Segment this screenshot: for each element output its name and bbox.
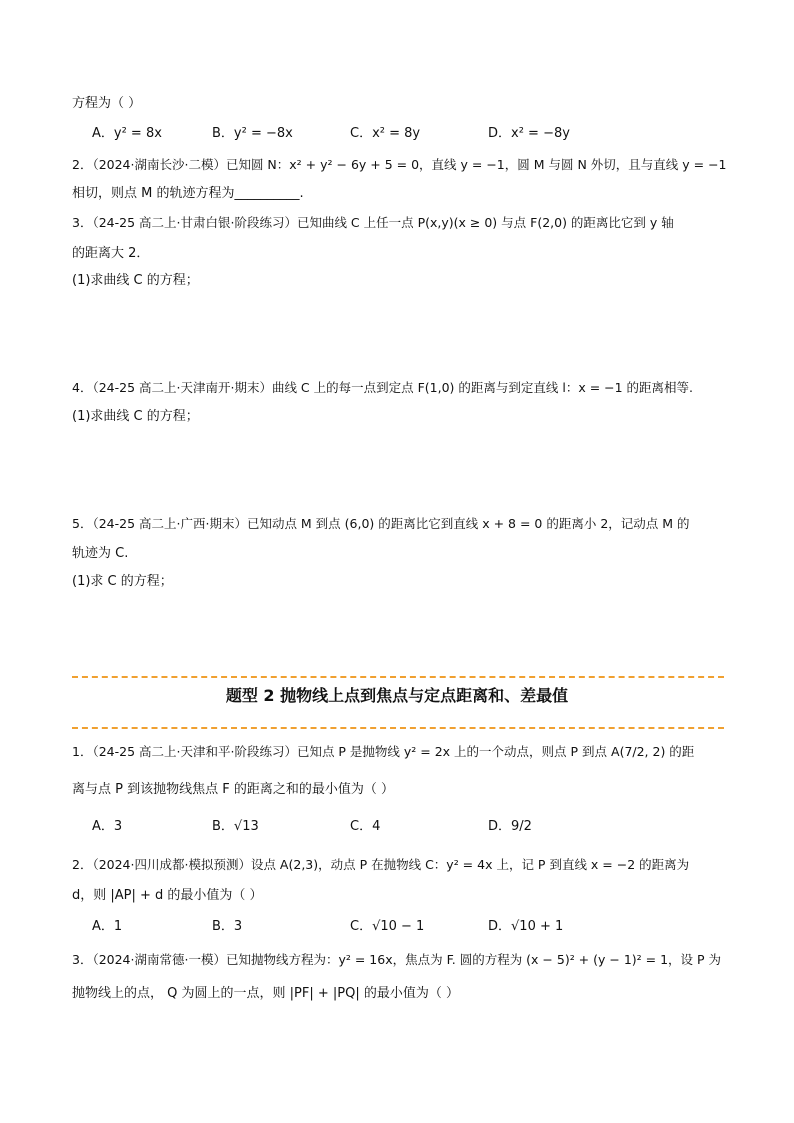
option-c: C．√10 − 1 <box>350 919 425 934</box>
question-5-sub-1: (1)求 C 的方程； <box>72 574 173 589</box>
question-2-line-2: 相切，则点 M 的轨迹方程为__________. <box>72 186 304 201</box>
section-question-2-line-1: 2．（2024·四川成都·模拟预测）设点 A(2,3)，动点 P 在抛物线 C：y² = 4x 上，记 P 到直线 x = −2 的距离为 <box>72 857 690 872</box>
section-title: 题型 2 抛物线上点到焦点与定点距离和、差最值 <box>225 686 569 705</box>
option-d: D．9/2 <box>488 819 532 834</box>
question-4-line-1: 4．（24-25 高二上·天津南开·期末）曲线 C 上的每一点到定点 F(1,0) 的距离与到定直线 l：x = −1 的距离相等. <box>72 380 694 395</box>
section-question-3-line-1: 3．（2024·湖南常德·一模）已知抛物线方程为：y² = 16x，焦点为 F. 圆的方程为 (x − 5)² + (y − 1)² = 1，设 P 为 <box>72 952 722 967</box>
section-question-2-line-2: d，则 |AP| + d 的最小值为（ ） <box>72 888 263 903</box>
option-c: C．4 <box>350 819 381 834</box>
question-5-line-1: 5．（24-25 高二上·广西·期末）已知动点 M 到点 (6,0) 的距离比它到直线 x + 8 = 0 的距离小 2，记动点 M 的 <box>72 516 690 531</box>
option-b: B．3 <box>212 919 243 934</box>
option-c: C．x² = 8y <box>350 126 421 141</box>
option-a: A．1 <box>92 919 123 934</box>
question-3-line-1: 3．（24-25 高二上·甘肃白银·阶段练习）已知曲线 C 上任一点 P(x,y)(x ≥ 0) 与点 F(2,0) 的距离比它到 y 轴 <box>72 215 674 230</box>
question-3-line-2: 的距离大 2． <box>72 246 150 261</box>
question-5-line-2: 轨迹为 C. <box>72 546 129 561</box>
question-3-sub-1: (1)求曲线 C 的方程； <box>72 273 199 288</box>
option-d: D．x² = −8y <box>488 126 570 141</box>
option-a: A．3 <box>92 819 123 834</box>
option-b: B．√13 <box>212 819 259 834</box>
option-d: D．√10 + 1 <box>488 919 564 934</box>
section-question-3-line-2: 抛物线上的点， Q 为圆上的一点，则 |PF| + |PQ| 的最小值为（ ） <box>72 986 459 1001</box>
section-divider-top <box>72 676 724 678</box>
question-stem-line: 方程为（ ） <box>72 96 142 111</box>
section-divider-bottom <box>72 727 724 729</box>
section-question-1-line-1: 1．（24-25 高二上·天津和平·阶段练习）已知点 P 是抛物线 y² = 2x 上的一个动点，则点 P 到点 A(7/2, 2) 的距 <box>72 744 695 759</box>
question-4-sub-1: (1)求曲线 C 的方程； <box>72 409 199 424</box>
option-b: B．y² = −8x <box>212 126 293 141</box>
option-a: A．y² = 8x <box>92 126 162 141</box>
section-question-1-line-2: 离与点 P 到该抛物线焦点 F 的距离之和的最小值为（ ） <box>72 782 394 797</box>
question-2-line-1: 2．（2024·湖南长沙·二模）已知圆 N：x² + y² − 6y + 5 = 0，直线 y = −1，圆 M 与圆 N 外切，且与直线 y = −1 <box>72 157 727 172</box>
